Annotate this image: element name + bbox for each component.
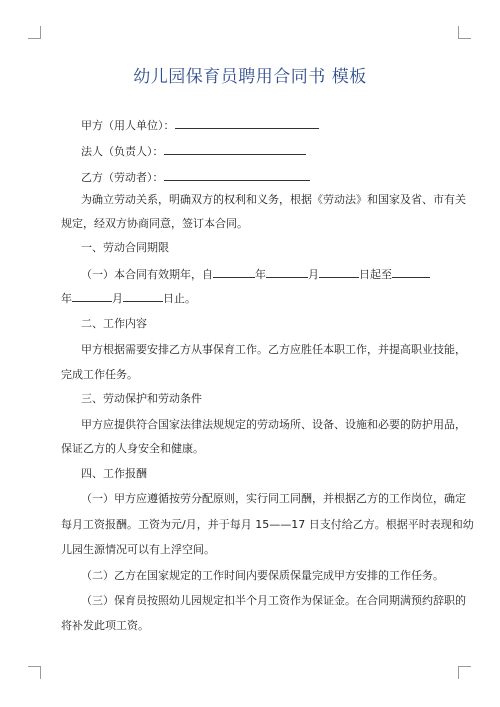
party-a-blank[interactable]: [175, 117, 319, 129]
pay-clause-line: （一）甲方应遵循按劳分配原则，实行同工同酬，并根据乙方的工作岗位，确定: [81, 492, 466, 505]
party-b-label: 乙方（劳动者）：: [81, 171, 164, 184]
page-corner-mark: [28, 666, 41, 679]
end-year-blank[interactable]: [392, 266, 430, 278]
end-day-blank[interactable]: [123, 290, 163, 302]
legal-rep-field: [81, 143, 441, 159]
page-corner-mark: [28, 26, 41, 39]
day-from-label: 日起至: [359, 268, 392, 281]
year-label: 年: [255, 268, 266, 281]
page-corner-mark: [458, 666, 471, 679]
document-title: 幼儿园保育员聘用合同书 模板: [133, 67, 367, 87]
protection-line: 保证乙方的人身安全和健康。: [61, 442, 204, 455]
pay-clause-line: 每月工资报酬。工资为元/月，并于每月 15——17 日支付给乙方。根据平时表现和幼: [61, 518, 474, 531]
pay-clause-line: （二）乙方在国家规定的工作时间内要保质保量完成甲方安排的工作任务。: [81, 569, 444, 582]
section-heading: 三、劳动保护和劳动条件: [81, 392, 202, 405]
day-to-label: 日止。: [163, 292, 196, 305]
intro-line: 规定，经双方协商同意，签订本合同。: [61, 217, 248, 230]
term-clause-cont: [61, 290, 441, 306]
term-clause-prefix: （一）本合同有效期年，自: [81, 268, 213, 281]
protection-line: 甲方应提供符合国家法律法规规定的劳动场所、设备、设施和必要的防护用品，: [81, 418, 466, 431]
intro-line: 为确立劳动关系，明确双方的权利和义务，根据《劳动法》和国家及省、市有关: [81, 193, 466, 206]
pay-clause-line: （三）保育员按照幼儿园规定扣半个月工资作为保证金。在合同期满预约辞职的: [81, 594, 466, 607]
section-heading: 四、工作报酬: [81, 467, 147, 480]
term-clause: [81, 266, 441, 282]
page-corner-mark: [458, 26, 471, 39]
end-month-blank[interactable]: [72, 290, 112, 302]
work-content-line: 甲方根据需要安排乙方从事保育工作。乙方应胜任本职工作，并提高职业技能，: [81, 343, 466, 356]
work-content-line: 完成工作任务。: [61, 368, 138, 381]
party-b-field: [81, 169, 441, 185]
party-b-blank[interactable]: [164, 169, 310, 181]
month-label: 月: [308, 268, 319, 281]
month-label: 月: [112, 292, 123, 305]
party-a-label: 甲方（用人单位）：: [81, 119, 175, 132]
start-year-blank[interactable]: [213, 266, 255, 278]
section-heading: 一、劳动合同期限: [81, 241, 169, 254]
pay-clause-line: 将补发此项工资。: [61, 619, 149, 632]
party-a-field: [81, 117, 441, 133]
legal-rep-blank[interactable]: [164, 143, 306, 155]
start-month-blank[interactable]: [266, 266, 308, 278]
legal-rep-label: 法人（负责人）：: [81, 145, 164, 158]
start-day-blank[interactable]: [319, 266, 359, 278]
pay-clause-line: 儿园生源情况可以有上浮空间。: [61, 543, 215, 556]
section-heading: 二、工作内容: [81, 317, 147, 330]
year-label: 年: [61, 292, 72, 305]
